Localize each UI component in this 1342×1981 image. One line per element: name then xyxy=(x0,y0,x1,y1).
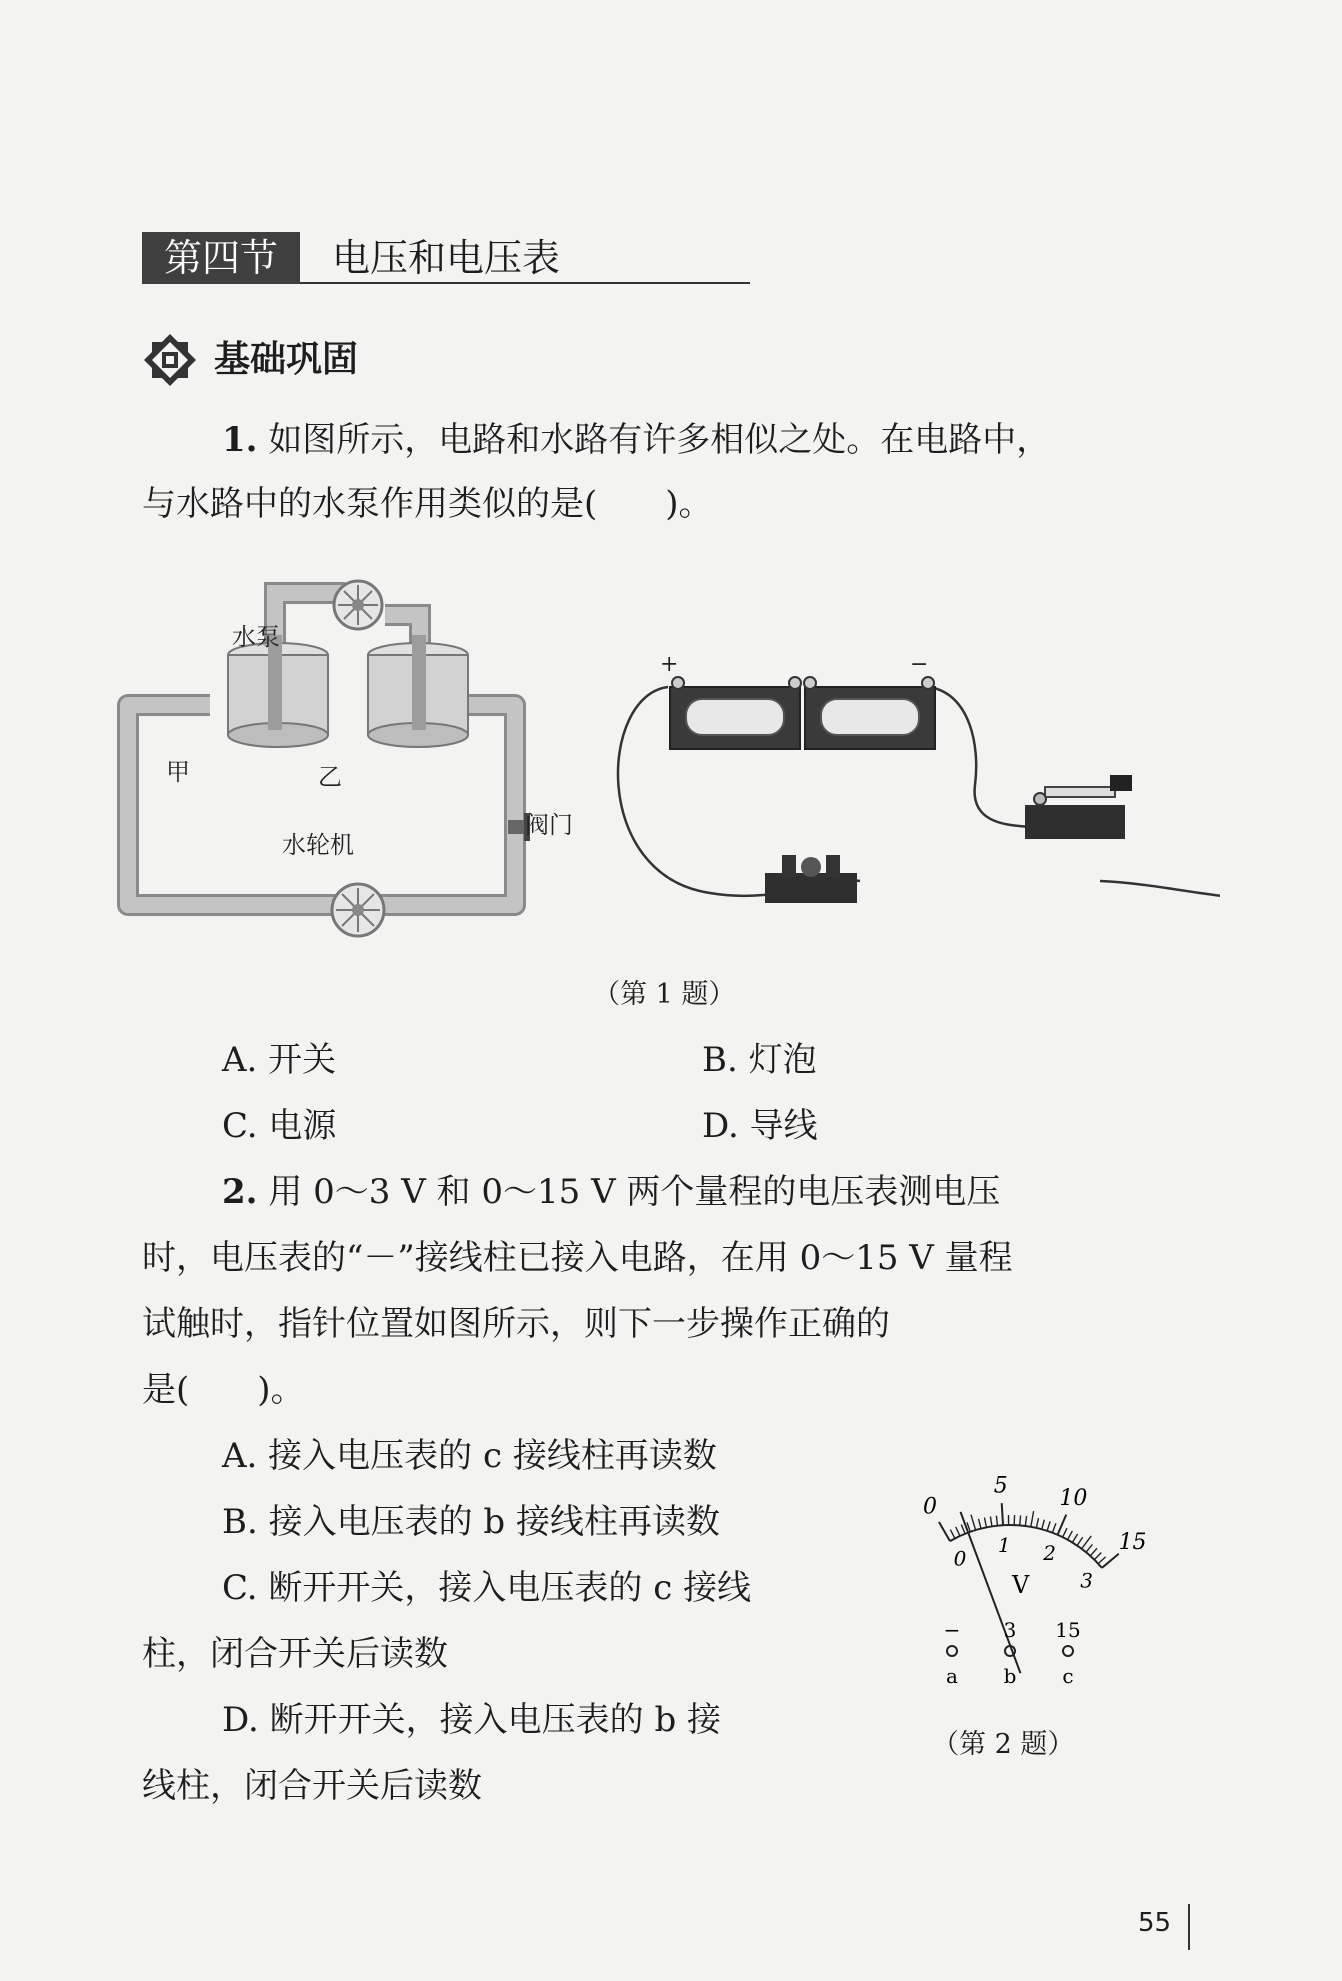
meter-tick xyxy=(1072,1534,1077,1543)
q1-text-line1: 如图所示，电路和水路有许多相似之处。在电路中， xyxy=(268,420,1051,460)
scale-outer-15: 15 xyxy=(1118,1530,1147,1556)
q2-line1 xyxy=(222,1172,1000,1212)
meter-tick xyxy=(1025,1516,1026,1526)
meter-tick xyxy=(979,1519,981,1529)
scale-outer-0: 0 xyxy=(923,1494,937,1520)
meter-tick xyxy=(1036,1518,1038,1528)
meter-tick xyxy=(1002,1503,1003,1525)
meter-tick xyxy=(1063,1528,1067,1537)
terminal-a xyxy=(947,1646,957,1656)
q2-option-d-line1: D. 断开开关，接入电压表的 b 接 xyxy=(222,1700,722,1740)
q1-number: 1. xyxy=(222,420,258,460)
q2-option-c-line1: C. 断开开关，接入电压表的 c 接线 xyxy=(222,1568,752,1608)
figure-1 xyxy=(110,575,1220,955)
voltmeter-figure xyxy=(850,1455,1210,1695)
meter-tick xyxy=(1031,1511,1034,1527)
electric-circuit-photo xyxy=(618,652,1220,903)
pump-icon xyxy=(334,581,382,629)
meter-tick xyxy=(1086,1544,1092,1552)
label-yi: 乙 xyxy=(318,763,342,791)
terminal-value-15: 15 xyxy=(1055,1618,1081,1642)
q2-text-line4: 是( )。 xyxy=(142,1370,305,1410)
meter-tick xyxy=(956,1527,960,1536)
meter-tick xyxy=(990,1516,992,1526)
meter-tick xyxy=(996,1516,997,1526)
label-valve: 阀门 xyxy=(525,811,573,839)
q2-option-d-line2: 线柱，闭合开关后读数 xyxy=(142,1766,482,1806)
q1-option-c: C. 电源 xyxy=(222,1106,337,1146)
q1-line1 xyxy=(222,420,1050,460)
bulb-holder-icon xyxy=(765,855,857,903)
terminal-c xyxy=(1063,1646,1073,1656)
meter-tick xyxy=(1020,1515,1021,1525)
meter-tick xyxy=(939,1522,950,1541)
terminal-value-minus: − xyxy=(943,1618,961,1642)
q2-text-line3: 试触时，指针位置如图所示，则下一步操作正确的 xyxy=(142,1304,890,1344)
container-yi xyxy=(368,635,468,747)
q2-option-b: B. 接入电压表的 b 接线柱再读数 xyxy=(222,1502,720,1542)
section-underline xyxy=(300,282,750,284)
meter-tick xyxy=(1098,1557,1105,1564)
label-pump: 水泵 xyxy=(232,623,280,651)
switch-icon xyxy=(1025,775,1132,839)
turbine-icon xyxy=(332,884,384,936)
q2-option-c-line2: 柱，闭合开关后读数 xyxy=(142,1634,448,1674)
meter-tick xyxy=(1077,1537,1083,1545)
scale-outer-10: 10 xyxy=(1059,1486,1088,1512)
scale-inner-3: 3 xyxy=(1080,1568,1093,1593)
battery-box xyxy=(670,677,935,749)
q1-option-b: B. 灯泡 xyxy=(702,1040,817,1080)
label-minus: − xyxy=(910,652,929,677)
q2-number: 2. xyxy=(222,1172,258,1212)
label-jia: 甲 xyxy=(166,758,190,786)
q2-text-line2: 时，电压表的“－”接线柱已接入电路，在用 0～15 V 量程 xyxy=(142,1238,1013,1278)
label-turbine: 水轮机 xyxy=(282,831,354,859)
figure-1-caption: （第 1 题） xyxy=(593,979,736,1010)
terminal-letter-c: c xyxy=(1062,1664,1074,1688)
q1-text-line2: 与水路中的水泵作用类似的是( )。 xyxy=(142,484,713,524)
meter-tick xyxy=(950,1530,955,1539)
section-tag: 第四节 xyxy=(142,232,300,284)
q1-option-d: D. 导线 xyxy=(702,1106,818,1146)
meter-tick xyxy=(984,1518,986,1528)
subsection-title: 基础巩固 xyxy=(214,339,359,380)
scale-inner-2: 2 xyxy=(1043,1541,1056,1566)
label-plus: + xyxy=(660,652,679,677)
meter-unit: V xyxy=(1012,1571,1030,1599)
scale-inner-0: 0 xyxy=(953,1546,967,1571)
water-circuit-diagram xyxy=(128,581,573,936)
q2-option-a: A. 接入电压表的 c 接线柱再读数 xyxy=(222,1436,717,1476)
container-jia xyxy=(228,635,328,747)
ornament-icon xyxy=(142,332,198,388)
meter-tick xyxy=(1090,1548,1097,1555)
q1-option-a: A. 开关 xyxy=(222,1040,337,1080)
section-title: 电压和电压表 xyxy=(332,236,561,280)
meter-tick xyxy=(1102,1554,1119,1568)
meter-tick xyxy=(1042,1520,1045,1530)
meter-tick xyxy=(1094,1553,1101,1560)
meter-tick xyxy=(971,1515,976,1530)
meter-tick xyxy=(1068,1531,1073,1540)
q2-text-line1: 用 0～3 V 和 0～15 V 两个量程的电压表测电压 xyxy=(268,1172,1001,1212)
section-header xyxy=(142,232,608,286)
page-number: 55 xyxy=(1138,1908,1172,1938)
figure-2-caption: （第 2 题） xyxy=(932,1729,1075,1760)
scale-outer-5: 5 xyxy=(993,1473,1008,1499)
meter-tick xyxy=(1047,1521,1050,1531)
terminal-value-3: 3 xyxy=(1003,1618,1017,1642)
meter-tick xyxy=(961,1524,965,1533)
scale-inner-1: 1 xyxy=(997,1533,1011,1558)
meter-tick xyxy=(1052,1523,1056,1532)
terminal-letter-b: b xyxy=(1003,1664,1017,1688)
page-number-divider xyxy=(1188,1904,1190,1950)
terminal-letter-a: a xyxy=(946,1664,958,1688)
